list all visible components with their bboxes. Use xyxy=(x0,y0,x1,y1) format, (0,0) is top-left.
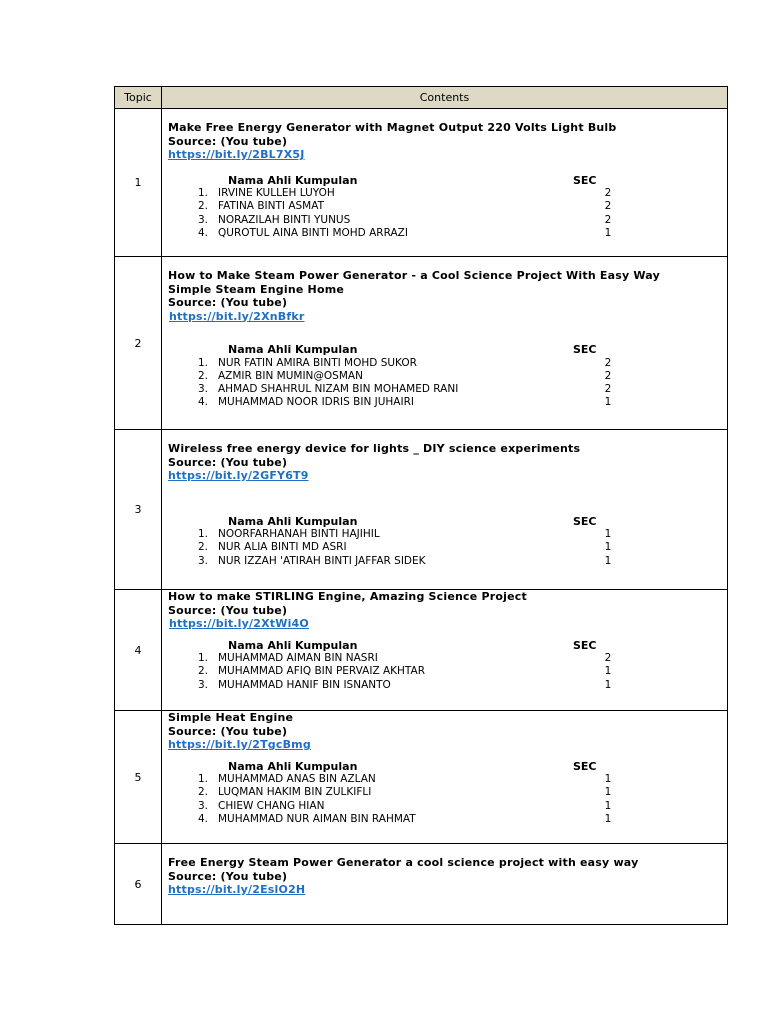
member-sec: 2 xyxy=(604,369,612,382)
member-sec: 2 xyxy=(604,383,612,396)
sec-header-label: SEC xyxy=(573,514,597,528)
member-index: 1. xyxy=(197,773,208,785)
member-sec: 2 xyxy=(604,187,612,199)
list-item xyxy=(168,555,727,568)
list-item xyxy=(168,357,727,370)
member-sec: 2 xyxy=(604,200,612,213)
member-sec: 1 xyxy=(604,773,612,785)
topic-contents xyxy=(162,844,728,925)
video-link[interactable]: https://bit.ly/2BL7X5J xyxy=(168,148,305,161)
list-item xyxy=(168,813,727,826)
topic-contents-inner xyxy=(162,590,727,692)
topic-contents-inner xyxy=(162,257,727,410)
member-name: AHMAD SHAHRUL NIZAM BIN MOHAMED RANI xyxy=(218,383,459,396)
members-header-label: Nama Ahli Kumpulan xyxy=(228,173,358,187)
source-line: Source: (You tube) xyxy=(168,869,288,883)
member-sec: 2 xyxy=(604,356,612,369)
member-index: 2. xyxy=(197,369,208,382)
member-index: 3. xyxy=(197,383,208,396)
member-list xyxy=(168,343,727,410)
source-line: Source: (You tube) xyxy=(168,296,288,309)
list-item xyxy=(168,383,727,396)
video-link[interactable]: https://bit.ly/2XtWi4O xyxy=(169,617,309,630)
member-sec: 1 xyxy=(604,786,612,799)
member-index: 4. xyxy=(197,226,208,239)
topic-title: How to make STIRLING Engine, Amazing Science Project xyxy=(168,590,527,603)
member-list-header xyxy=(168,174,727,188)
member-name: NUR FATIN AMIRA BINTI MOHD SUKOR xyxy=(218,356,417,369)
list-item xyxy=(168,187,727,200)
topic-title: Simple Steam Engine Home xyxy=(168,282,345,296)
member-name: MUHAMMAD NOOR IDRIS BIN JUHAIRI xyxy=(218,396,414,409)
list-item xyxy=(168,528,727,541)
topic-contents xyxy=(162,430,728,590)
list-item xyxy=(168,370,727,383)
topic-number: 4 xyxy=(115,590,162,711)
topic-contents-inner xyxy=(162,711,727,826)
member-sec: 1 xyxy=(604,812,612,825)
member-list-header xyxy=(168,760,727,774)
member-name: QUROTUL AINA BINTI MOHD ARRAZI xyxy=(218,226,408,239)
list-item xyxy=(168,773,727,786)
member-index: 4. xyxy=(197,812,208,825)
list-item xyxy=(168,214,727,227)
list-item xyxy=(168,200,727,213)
topic-title: Make Free Energy Generator with Magnet Output 220 Volts Light Bulb xyxy=(168,121,617,134)
list-item xyxy=(168,396,727,409)
video-link[interactable]: https://bit.ly/2EslO2H xyxy=(168,883,306,896)
list-item xyxy=(168,652,727,665)
member-sec: 1 xyxy=(604,665,612,678)
member-index: 2. xyxy=(197,541,208,554)
member-sec: 1 xyxy=(604,226,612,239)
list-item xyxy=(168,800,727,813)
topic-title: Free Energy Steam Power Generator a cool science project with easy way xyxy=(168,856,639,869)
list-item xyxy=(168,786,727,799)
topic-number: 5 xyxy=(115,711,162,844)
members-header-label: Nama Ahli Kumpulan xyxy=(228,759,358,773)
member-index: 3. xyxy=(197,554,208,567)
sec-header-label: SEC xyxy=(573,343,597,356)
topic-contents xyxy=(162,257,728,430)
member-list xyxy=(168,639,727,692)
member-sec: 1 xyxy=(604,554,612,567)
member-sec: 1 xyxy=(604,396,612,409)
table-body xyxy=(115,109,728,925)
member-name: FATINA BINTI ASMAT xyxy=(218,200,325,213)
member-index: 3. xyxy=(197,799,208,812)
topic-number: 2 xyxy=(115,257,162,430)
members-header-label: Nama Ahli Kumpulan xyxy=(228,343,358,356)
table-row xyxy=(115,109,728,257)
member-index: 1. xyxy=(197,528,208,540)
table-row xyxy=(115,590,728,711)
topic-title: Simple Heat Engine xyxy=(168,711,294,724)
member-list-header xyxy=(168,639,727,653)
sec-header-label: SEC xyxy=(573,759,597,773)
member-name: MUHAMMAD ANAS BIN AZLAN xyxy=(218,773,376,785)
member-list-header xyxy=(168,343,727,357)
member-sec: 1 xyxy=(604,541,612,554)
header-contents: Contents xyxy=(162,87,728,109)
header-topic: Topic xyxy=(115,87,162,109)
table-row xyxy=(115,430,728,590)
member-list xyxy=(168,760,727,827)
topic-number: 3 xyxy=(115,430,162,590)
topic-number: 1 xyxy=(115,109,162,257)
video-link[interactable]: https://bit.ly/2XnBfkr xyxy=(169,309,305,323)
member-list-header xyxy=(168,515,727,529)
topic-number: 6 xyxy=(115,844,162,925)
member-name: NUR IZZAH 'ATIRAH BINTI JAFFAR SIDEK xyxy=(218,554,426,567)
member-index: 4. xyxy=(197,396,208,409)
topic-contents-inner xyxy=(162,109,727,240)
member-sec: 1 xyxy=(604,678,612,691)
source-line: Source: (You tube) xyxy=(168,455,288,469)
list-item xyxy=(168,665,727,678)
video-link[interactable]: https://bit.ly/2GFY6T9 xyxy=(168,469,309,482)
table-row xyxy=(115,257,728,430)
list-item xyxy=(168,227,727,240)
table-row xyxy=(115,711,728,844)
topic-contents xyxy=(162,711,728,844)
member-sec: 2 xyxy=(604,213,612,226)
member-name: MUHAMMAD AFIQ BIN PERVAIZ AKHTAR xyxy=(218,665,426,678)
topic-title: Wireless free energy device for lights _ DIY science experiments xyxy=(168,442,581,455)
source-line: Source: (You tube) xyxy=(168,724,288,738)
members-header-label: Nama Ahli Kumpulan xyxy=(228,514,358,528)
member-index: 3. xyxy=(197,678,208,691)
member-index: 2. xyxy=(197,665,208,678)
video-link[interactable]: https://bit.ly/2TgcBmg xyxy=(168,738,311,751)
member-name: MUHAMMAD HANIF BIN ISNANTO xyxy=(218,678,391,691)
member-index: 3. xyxy=(197,213,208,226)
sec-header-label: SEC xyxy=(573,173,597,187)
member-index: 1. xyxy=(197,187,208,199)
member-list xyxy=(168,174,727,241)
topic-title: How to Make Steam Power Generator - a Cool Science Project With Easy Way xyxy=(168,269,660,282)
source-line: Source: (You tube) xyxy=(168,134,288,148)
topic-contents-inner xyxy=(162,844,727,897)
member-name: CHIEW CHANG HIAN xyxy=(218,799,325,812)
member-list xyxy=(168,515,727,568)
member-sec: 2 xyxy=(604,652,612,664)
list-item xyxy=(168,541,727,554)
table-row xyxy=(115,844,728,925)
member-name: NOORFARHANAH BINTI HAJIHIL xyxy=(218,528,380,540)
member-index: 2. xyxy=(197,200,208,213)
member-sec: 1 xyxy=(604,799,612,812)
members-header-label: Nama Ahli Kumpulan xyxy=(228,638,358,652)
topics-table xyxy=(114,86,728,925)
topic-contents xyxy=(162,109,728,257)
member-name: MUHAMMAD NUR AIMAN BIN RAHMAT xyxy=(218,812,416,825)
member-name: IRVINE KULLEH LUYOH xyxy=(218,187,335,199)
list-item xyxy=(168,679,727,692)
source-line: Source: (You tube) xyxy=(168,603,288,617)
member-name: LUQMAN HAKIM BIN ZULKIFLI xyxy=(218,786,372,799)
member-sec: 1 xyxy=(604,528,612,540)
topic-contents xyxy=(162,590,728,711)
table-header-row xyxy=(115,87,728,109)
member-name: NUR ALIA BINTI MD ASRI xyxy=(218,541,347,554)
member-name: AZMIR BIN MUMIN@OSMAN xyxy=(218,369,363,382)
member-name: MUHAMMAD AIMAN BIN NASRI xyxy=(218,652,378,664)
member-index: 1. xyxy=(197,652,208,664)
member-index: 1. xyxy=(197,356,208,369)
sec-header-label: SEC xyxy=(573,638,597,652)
member-index: 2. xyxy=(197,786,208,799)
topic-contents-inner xyxy=(162,430,727,568)
member-name: NORAZILAH BINTI YUNUS xyxy=(218,213,351,226)
